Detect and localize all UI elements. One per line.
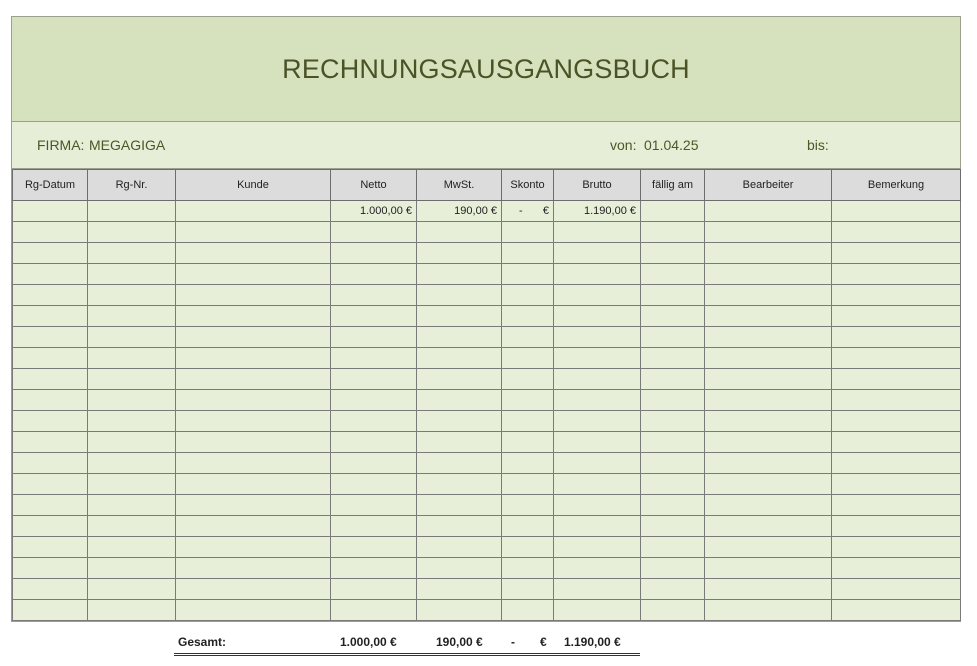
cell-mwst[interactable] [417,558,502,579]
col-rg-nr: Rg-Nr. [88,170,176,201]
cell-faellig-am[interactable] [641,390,705,411]
cell-bemerkung[interactable] [832,558,961,579]
table-row [13,516,961,537]
cell-brutto[interactable] [554,432,641,453]
cell-rg-nr[interactable] [88,264,176,285]
table-row [13,579,961,600]
cell-bearbeiter[interactable] [705,453,832,474]
cell-bemerkung[interactable] [832,327,961,348]
cell-brutto[interactable] [554,348,641,369]
cell-bemerkung[interactable] [832,453,961,474]
cell-skonto[interactable] [502,432,554,453]
cell-brutto[interactable] [554,327,641,348]
cell-netto[interactable] [331,306,417,327]
cell-kunde[interactable] [176,411,331,432]
cell-rg-datum[interactable] [13,285,88,306]
cell-skonto[interactable] [502,537,554,558]
cell-faellig-am[interactable] [641,285,705,306]
cell-faellig-am[interactable] [641,537,705,558]
cell-kunde[interactable] [176,285,331,306]
skonto-currency: € [542,205,549,217]
cell-rg-datum[interactable] [13,600,88,621]
totals-label: Gesamt: [178,635,227,649]
cell-faellig-am[interactable] [641,558,705,579]
cell-kunde[interactable] [176,264,331,285]
cell-rg-datum[interactable] [13,243,88,264]
cell-netto[interactable] [331,243,417,264]
cell-bearbeiter[interactable] [705,369,832,390]
cell-faellig-am[interactable] [641,495,705,516]
firma-label: FIRMA: [37,137,85,153]
table-row [13,306,961,327]
cell-netto[interactable] [331,474,417,495]
cell-skonto[interactable] [502,495,554,516]
cell-rg-nr[interactable] [88,222,176,243]
cell-brutto[interactable] [554,285,641,306]
cell-brutto[interactable] [554,222,641,243]
cell-skonto[interactable] [502,411,554,432]
table-row [13,264,961,285]
cell-brutto[interactable] [554,495,641,516]
cell-rg-datum[interactable] [13,327,88,348]
cell-netto[interactable] [331,537,417,558]
cell-mwst[interactable] [417,411,502,432]
cell-kunde[interactable] [176,600,331,621]
cell-rg-nr[interactable] [88,390,176,411]
cell-rg-nr[interactable] [88,411,176,432]
cell-bemerkung[interactable] [832,432,961,453]
col-rg-datum: Rg-Datum [13,170,88,201]
cell-mwst[interactable] [417,474,502,495]
col-netto: Netto [331,170,417,201]
cell-bemerkung[interactable] [832,411,961,432]
cell-bemerkung[interactable] [832,348,961,369]
cell-mwst[interactable] [417,222,502,243]
col-kunde: Kunde [176,170,331,201]
title-band [12,17,960,122]
table-row [13,201,961,222]
cell-rg-nr[interactable] [88,600,176,621]
cell-rg-nr[interactable] [88,285,176,306]
header-row [13,170,961,201]
cell-netto[interactable] [331,579,417,600]
cell-rg-datum[interactable] [13,432,88,453]
cell-mwst[interactable] [417,390,502,411]
cell-mwst[interactable] [417,579,502,600]
cell-faellig-am[interactable] [641,600,705,621]
cell-brutto[interactable] [554,369,641,390]
cell-rg-nr[interactable] [88,243,176,264]
cell-bearbeiter[interactable] [705,516,832,537]
table-row [13,600,961,621]
cell-rg-nr[interactable] [88,516,176,537]
cell-skonto[interactable] [502,264,554,285]
cell-faellig-am[interactable] [641,516,705,537]
cell-skonto[interactable] [502,285,554,306]
cell-mwst[interactable]: 190,00 € [417,201,502,222]
cell-skonto[interactable] [502,369,554,390]
cell-bemerkung[interactable] [832,369,961,390]
cell-bearbeiter[interactable] [705,432,832,453]
cell-rg-datum[interactable] [13,516,88,537]
cell-brutto[interactable] [554,306,641,327]
cell-skonto[interactable] [502,579,554,600]
cell-bearbeiter[interactable] [705,264,832,285]
cell-faellig-am[interactable] [641,369,705,390]
cell-rg-datum[interactable] [13,222,88,243]
table-row [13,285,961,306]
cell-bearbeiter[interactable] [705,390,832,411]
cell-bearbeiter[interactable] [705,243,832,264]
cell-brutto[interactable] [554,579,641,600]
cell-faellig-am[interactable] [641,222,705,243]
cell-rg-nr[interactable] [88,558,176,579]
table-row [13,369,961,390]
cell-faellig-am[interactable] [641,243,705,264]
cell-kunde[interactable] [176,306,331,327]
cell-bearbeiter[interactable] [705,600,832,621]
cell-bemerkung[interactable] [832,285,961,306]
cell-rg-datum[interactable] [13,201,88,222]
cell-brutto[interactable] [554,558,641,579]
col-mwst: MwSt. [417,170,502,201]
cell-rg-nr[interactable] [88,474,176,495]
table-row [13,243,961,264]
cell-kunde[interactable] [176,558,331,579]
cell-bearbeiter[interactable] [705,306,832,327]
cell-skonto[interactable] [502,600,554,621]
table-row [13,453,961,474]
cell-netto[interactable] [331,222,417,243]
cell-kunde[interactable] [176,516,331,537]
col-bearbeiter: Bearbeiter [705,170,832,201]
table-row [13,432,961,453]
cell-netto[interactable] [331,516,417,537]
total-netto: 1.000,00 € [340,635,397,649]
total-skonto-currency: € [540,635,547,649]
cell-rg-datum[interactable] [13,453,88,474]
cell-kunde[interactable] [176,495,331,516]
cell-bearbeiter[interactable] [705,327,832,348]
cell-bemerkung[interactable] [832,222,961,243]
cell-netto[interactable] [331,411,417,432]
cell-netto[interactable]: 1.000,00 € [331,201,417,222]
cell-bearbeiter[interactable] [705,558,832,579]
firma-value[interactable]: MEGAGIGA [89,137,166,153]
bis-label: bis: [807,137,829,153]
cell-bemerkung[interactable] [832,306,961,327]
cell-rg-datum[interactable] [13,411,88,432]
cell-netto[interactable] [331,264,417,285]
cell-faellig-am[interactable] [641,432,705,453]
table-row [13,495,961,516]
cell-kunde[interactable] [176,327,331,348]
cell-rg-datum[interactable] [13,348,88,369]
cell-skonto[interactable] [502,306,554,327]
cell-kunde[interactable] [176,474,331,495]
cell-brutto[interactable] [554,390,641,411]
cell-kunde[interactable] [176,222,331,243]
table-row [13,474,961,495]
cell-bemerkung[interactable] [832,243,961,264]
cell-netto[interactable] [331,327,417,348]
cell-skonto[interactable] [502,348,554,369]
cell-kunde[interactable] [176,453,331,474]
cell-kunde[interactable] [176,537,331,558]
cell-bearbeiter[interactable] [705,411,832,432]
cell-netto[interactable] [331,369,417,390]
cell-mwst[interactable] [417,285,502,306]
von-label: von: [610,137,637,153]
page-title: RECHNUNGSAUSGANGSBUCH [282,53,690,84]
cell-rg-datum[interactable] [13,537,88,558]
von-value[interactable]: 01.04.25 [644,137,699,153]
cell-mwst[interactable] [417,348,502,369]
cell-bemerkung[interactable] [832,201,961,222]
cell-brutto[interactable] [554,411,641,432]
cell-bearbeiter[interactable] [705,495,832,516]
cell-netto[interactable] [331,558,417,579]
cell-rg-datum[interactable] [13,390,88,411]
table-row [13,411,961,432]
cell-faellig-am[interactable] [641,474,705,495]
cell-rg-nr[interactable] [88,348,176,369]
cell-rg-nr[interactable] [88,201,176,222]
cell-rg-datum[interactable] [13,558,88,579]
col-skonto: Skonto [502,170,554,201]
invoice-sheet [11,16,961,622]
cell-kunde[interactable] [176,579,331,600]
cell-skonto[interactable] [502,243,554,264]
cell-rg-datum[interactable] [13,306,88,327]
cell-kunde[interactable] [176,348,331,369]
cell-rg-datum[interactable] [13,369,88,390]
cell-faellig-am[interactable] [641,348,705,369]
col-bemerkung: Bemerkung [832,170,961,201]
cell-netto[interactable] [331,600,417,621]
cell-mwst[interactable] [417,432,502,453]
total-brutto: 1.190,00 € [564,635,621,649]
cell-rg-nr[interactable] [88,327,176,348]
cell-kunde[interactable] [176,432,331,453]
cell-bearbeiter[interactable] [705,201,832,222]
invoice-table [12,169,961,621]
cell-faellig-am[interactable] [641,579,705,600]
cell-rg-nr[interactable] [88,432,176,453]
cell-brutto[interactable] [554,453,641,474]
cell-bemerkung[interactable] [832,474,961,495]
cell-skonto[interactable] [502,201,554,222]
cell-faellig-am[interactable] [641,306,705,327]
cell-brutto[interactable] [554,264,641,285]
cell-mwst[interactable] [417,453,502,474]
cell-mwst[interactable] [417,600,502,621]
cell-bemerkung[interactable] [832,579,961,600]
cell-rg-nr[interactable] [88,453,176,474]
cell-bearbeiter[interactable] [705,222,832,243]
cell-mwst[interactable] [417,369,502,390]
cell-netto[interactable] [331,432,417,453]
cell-bemerkung[interactable] [832,495,961,516]
table-row [13,558,961,579]
cell-skonto[interactable] [502,516,554,537]
cell-rg-nr[interactable] [88,495,176,516]
cell-bearbeiter[interactable] [705,537,832,558]
cell-netto[interactable] [331,495,417,516]
cell-brutto[interactable] [554,474,641,495]
cell-netto[interactable] [331,390,417,411]
cell-mwst[interactable] [417,495,502,516]
cell-kunde[interactable] [176,243,331,264]
cell-bemerkung[interactable] [832,390,961,411]
cell-rg-nr[interactable] [88,306,176,327]
cell-brutto[interactable] [554,243,641,264]
cell-skonto[interactable] [502,474,554,495]
table-row [13,222,961,243]
cell-faellig-am[interactable] [641,411,705,432]
company-info-row [12,122,960,169]
cell-netto[interactable] [331,453,417,474]
table-row [13,327,961,348]
cell-skonto[interactable] [502,327,554,348]
cell-faellig-am[interactable] [641,264,705,285]
cell-kunde[interactable] [176,369,331,390]
cell-skonto[interactable] [502,453,554,474]
cell-bearbeiter[interactable] [705,579,832,600]
cell-mwst[interactable] [417,327,502,348]
cell-skonto[interactable] [502,558,554,579]
cell-brutto[interactable] [554,600,641,621]
cell-faellig-am[interactable] [641,327,705,348]
table-row [13,390,961,411]
cell-rg-datum[interactable] [13,495,88,516]
table-row [13,537,961,558]
cell-skonto[interactable] [502,222,554,243]
total-skonto-dash: - [511,635,515,649]
totals-row [174,633,640,656]
total-mwst: 190,00 € [436,635,483,649]
cell-bemerkung[interactable] [832,600,961,621]
cell-bearbeiter[interactable] [705,285,832,306]
cell-mwst[interactable] [417,306,502,327]
cell-bemerkung[interactable] [832,516,961,537]
cell-bemerkung[interactable] [832,264,961,285]
cell-brutto[interactable]: 1.190,00 € [554,201,641,222]
cell-kunde[interactable] [176,390,331,411]
cell-bemerkung[interactable] [832,537,961,558]
cell-rg-datum[interactable] [13,474,88,495]
cell-faellig-am[interactable] [641,201,705,222]
cell-rg-nr[interactable] [88,369,176,390]
cell-rg-datum[interactable] [13,264,88,285]
cell-kunde[interactable] [176,201,331,222]
cell-mwst[interactable] [417,537,502,558]
cell-netto[interactable] [331,348,417,369]
cell-bearbeiter[interactable] [705,348,832,369]
cell-brutto[interactable] [554,516,641,537]
col-brutto: Brutto [554,170,641,201]
cell-mwst[interactable] [417,243,502,264]
cell-brutto[interactable] [554,537,641,558]
cell-mwst[interactable] [417,264,502,285]
cell-mwst[interactable] [417,516,502,537]
cell-rg-nr[interactable] [88,579,176,600]
table-row [13,348,961,369]
cell-netto[interactable] [331,285,417,306]
cell-faellig-am[interactable] [641,453,705,474]
skonto-dash: - [519,205,523,217]
cell-rg-nr[interactable] [88,537,176,558]
col-faellig-am: fällig am [641,170,705,201]
cell-bearbeiter[interactable] [705,474,832,495]
cell-skonto[interactable] [502,390,554,411]
cell-rg-datum[interactable] [13,579,88,600]
